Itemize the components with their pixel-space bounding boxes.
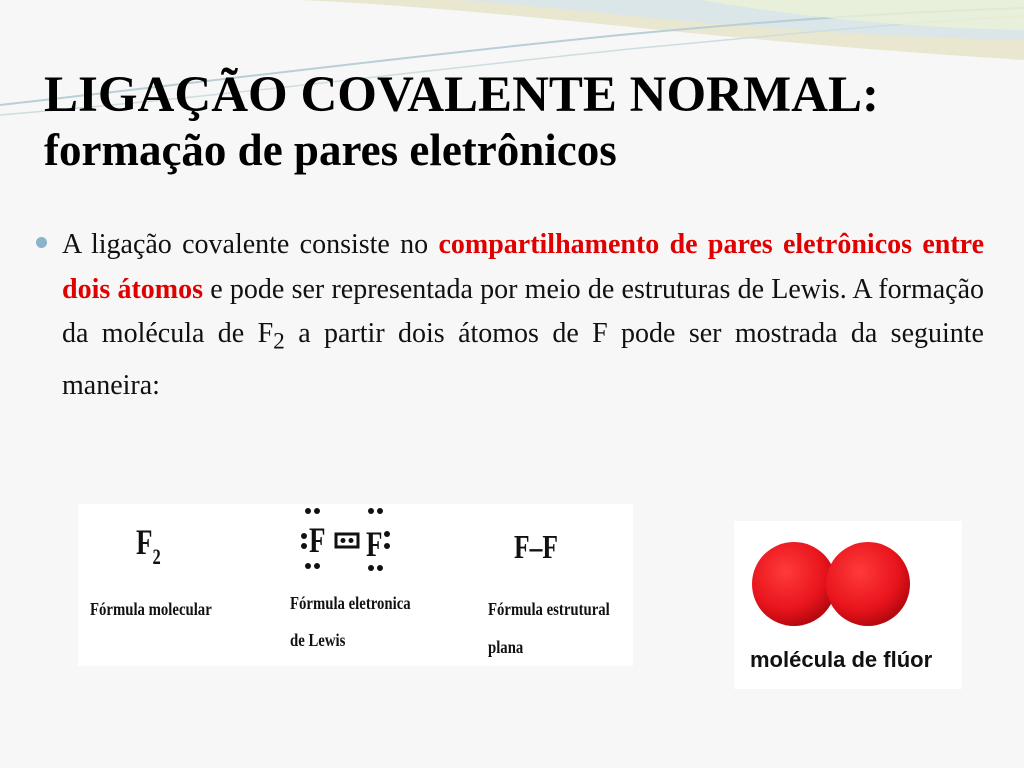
molecule-caption: molécula de flúor bbox=[750, 647, 933, 672]
structural-caption-line-2: plana bbox=[488, 637, 524, 657]
paragraph-subscript: 2 bbox=[273, 328, 285, 355]
paragraph-text-3: a partir dois átomos de F pode ser mostrada da seguinte maneira: bbox=[62, 318, 984, 402]
structural-caption-line-1: Fórmula estrutural bbox=[488, 599, 610, 619]
lewis-atom-2: F bbox=[366, 524, 383, 564]
bullet-dot-icon bbox=[36, 237, 47, 248]
paragraph-text-1: A ligação covalente consiste no bbox=[62, 229, 439, 260]
bullet-paragraph bbox=[62, 223, 984, 409]
structural-formula: F–F bbox=[514, 529, 558, 566]
slide-title bbox=[44, 66, 1004, 176]
fluorine-molecule-model bbox=[734, 521, 962, 646]
molecular-formula bbox=[136, 524, 161, 575]
lewis-caption-line-2: de Lewis bbox=[290, 630, 346, 650]
molecular-caption: Fórmula molecular bbox=[90, 599, 212, 619]
lewis-caption-line-1: Fórmula eletronica bbox=[290, 593, 411, 613]
paragraph-highlight: compartilhamento de pares eletrônicos entre dois átomos bbox=[62, 229, 984, 305]
fluorine-molecule-panel bbox=[734, 521, 962, 689]
title-line-2: formação de pares eletrônicos bbox=[44, 125, 617, 175]
fluorine-atom-left bbox=[752, 542, 836, 626]
title-line-1: LIGAÇÃO COVALENTE NORMAL: bbox=[44, 67, 879, 123]
molecular-symbol: F bbox=[136, 522, 153, 562]
molecular-subscript: 2 bbox=[152, 544, 161, 569]
fluorine-atom-right bbox=[826, 542, 910, 626]
formula-image-panel bbox=[78, 504, 633, 666]
paragraph-text-2: e pode ser representada por meio de estruturas de Lewis. A formação da molécula de F bbox=[62, 273, 985, 349]
lewis-atom-1: F bbox=[309, 520, 326, 560]
